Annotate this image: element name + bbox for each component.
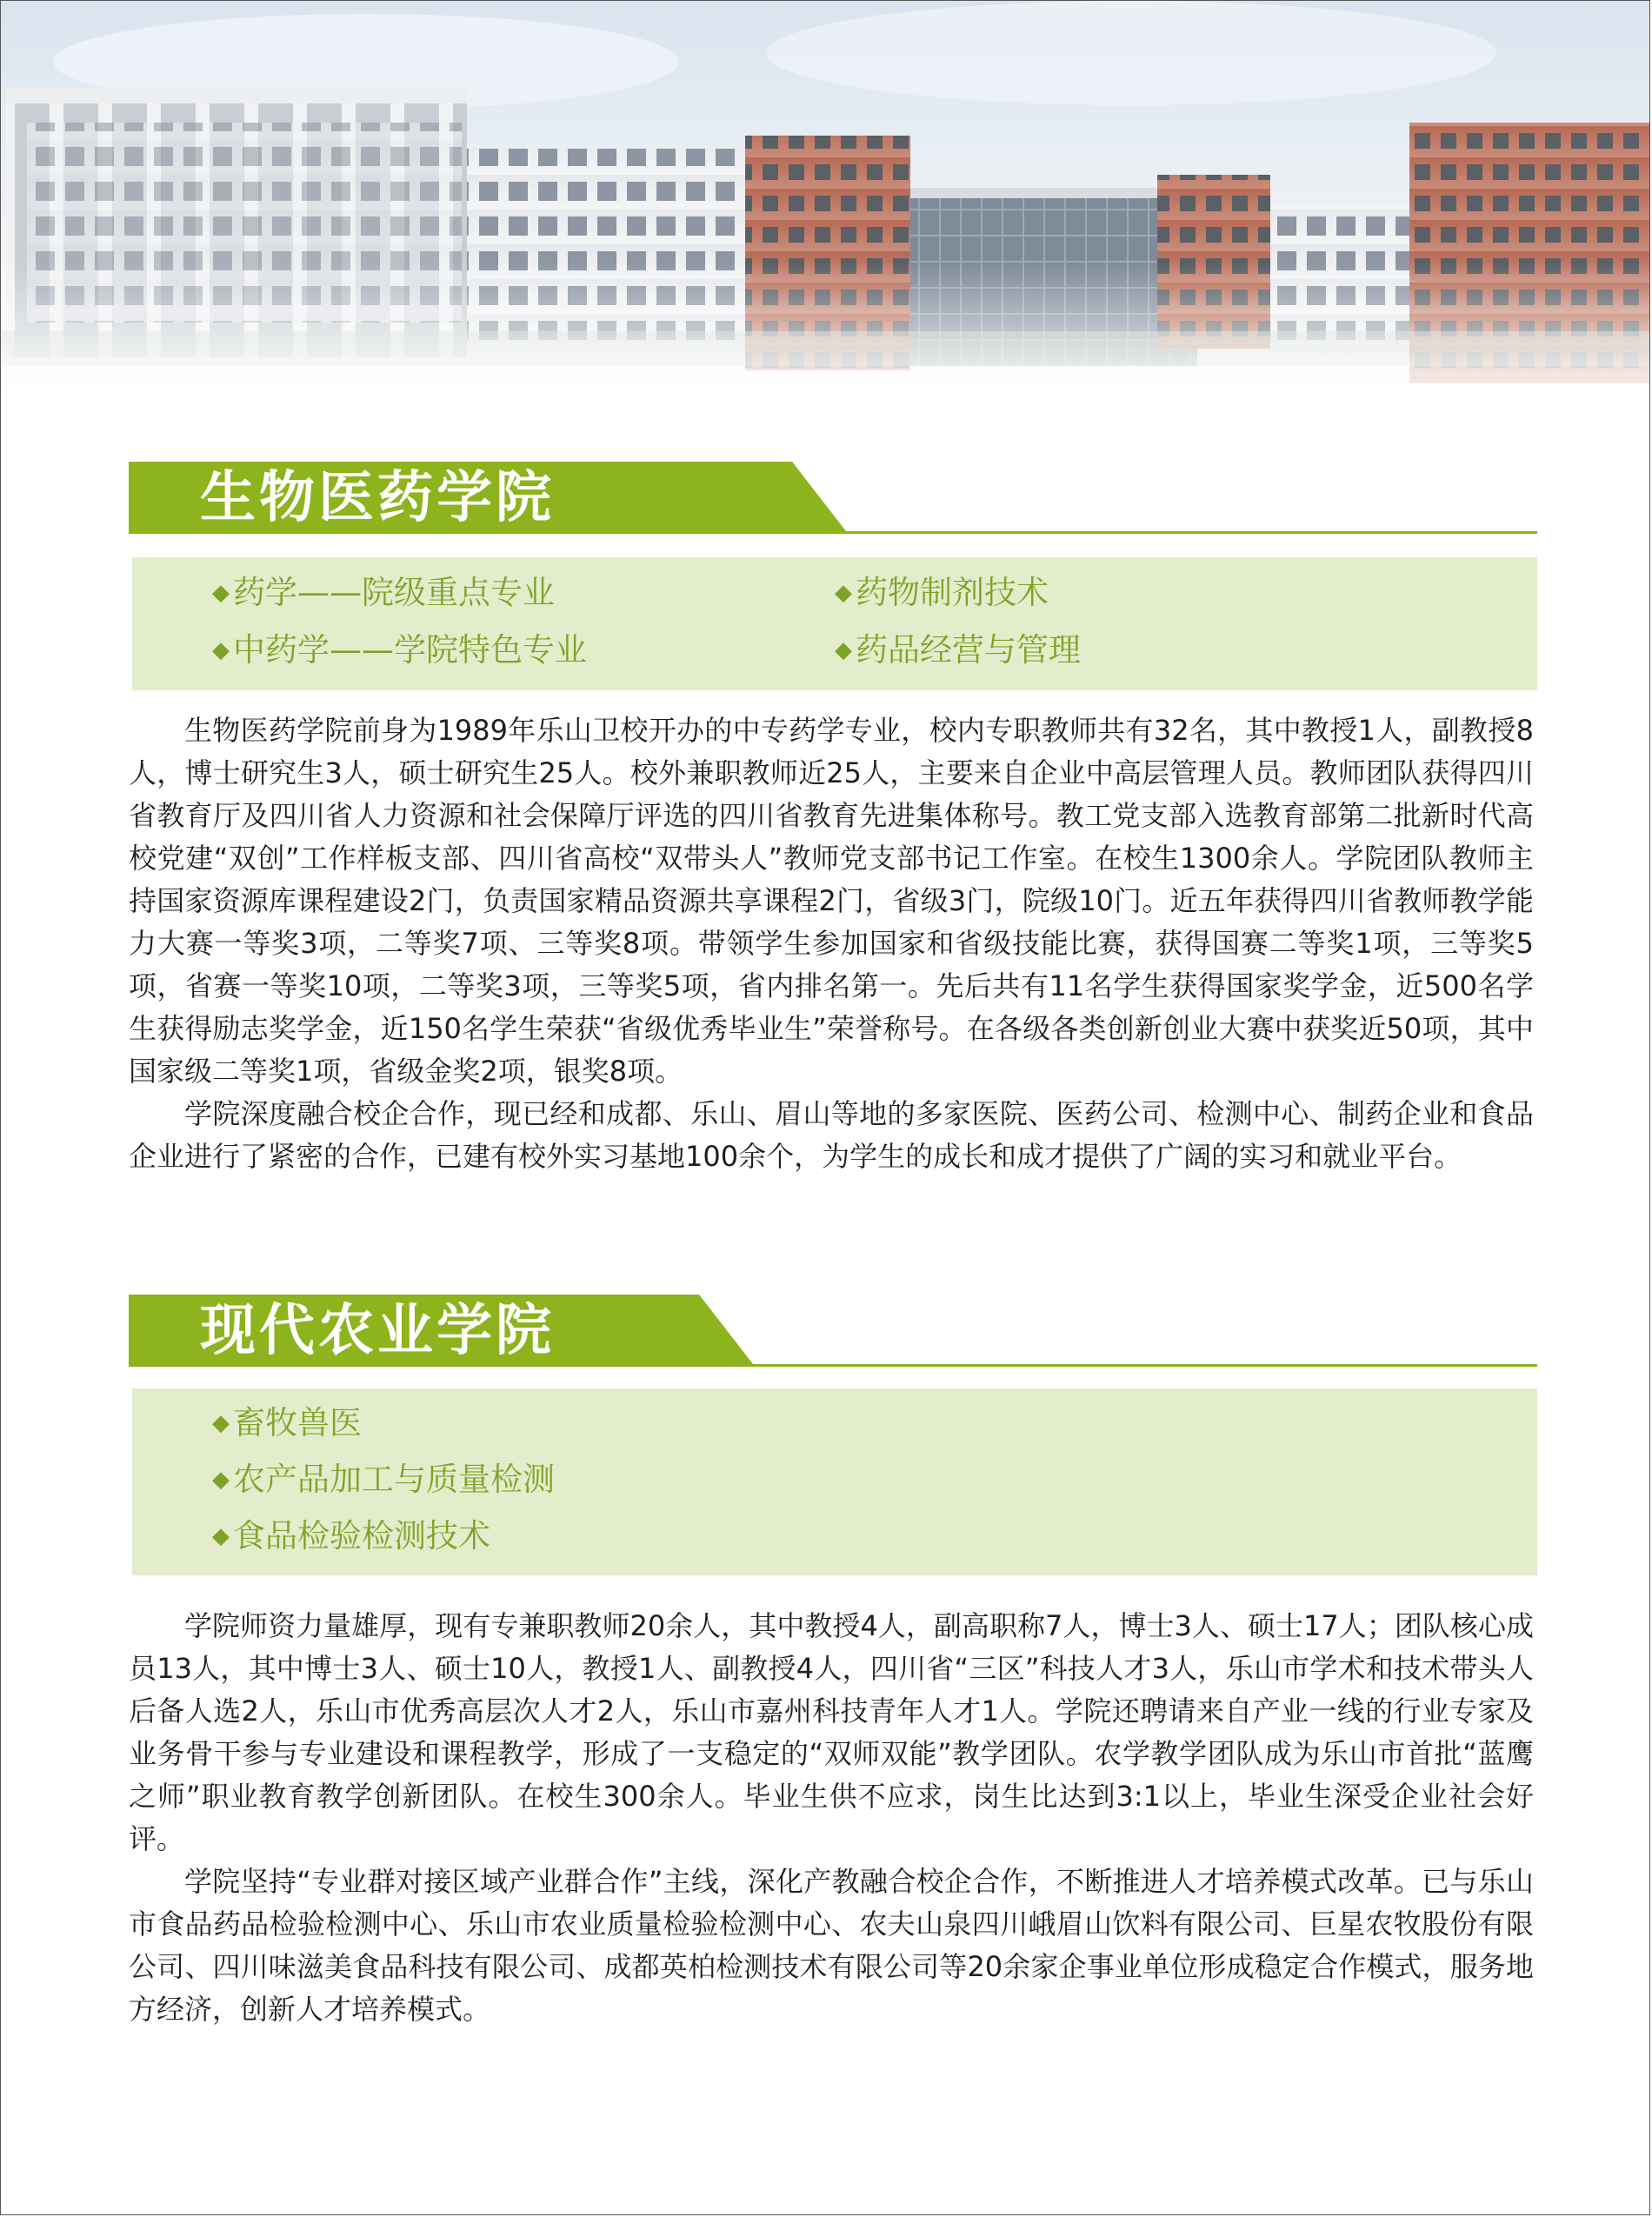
section-rule [129, 1364, 1537, 1367]
body-paragraph: 学院坚持“专业群对接区域产业群合作”主线，深化产教融合校企合作，不断推进人才培养模式改革。已与乐山市食品药品检验检测中心、乐山市农业质量检验检测中心、农夫山泉四川峨眉山饮料有限公司、巨星农牧股份有限公司、四川味滋美食品科技有限公司、成都英柏检测技术有限公司等20余家企事业单位形成稳定合作模式，服务地方经济，创新人才培养模式。 [129, 1865, 1534, 2026]
body-paragraph: 生物医药学院前身为1989年乐山卫校开办的中专药学专业，校内专职教师共有32名，其中教授1人，副教授8人，博士研究生3人，硕士研究生25人。校外兼职教师近25人，主要来自企业中高层管理人员。教师团队获得四川省教育厅及四川省人力资源和社会保障厅评选的四川省教育先进集体称号。教工党支部入选教育部第二批新时代高校党建“双创”工作样板支部、四川省高校“双带头人”教师党支部书记工作室。在校生1300余人。学院团队教师主持国家资源库课程建设2门，负责国家精品资源共享课程2门，省级3门，院级10门。近五年获得四川省教师教学能力大赛一等奖3项，二等奖7项、三等奖8项。带领学生参加国家和省级技能比赛，获得国赛二等奖1项，三等奖5项，省赛一等奖10项，二等奖3项，三等奖5项，省内排名第一。先后共有11名学生获得国家奖学金，近500名学生获得励志奖学金，近150名学生荣获“省级优秀毕业生”荣誉称号。在各级各类创新创业大赛中获奖近50项，其中国家级二等奖1项，省级金奖2项，银奖8项。 [129, 714, 1534, 1088]
section-header-agri [129, 1295, 1537, 1368]
major-item [212, 1458, 555, 1501]
diamond-bullet-icon: ◆ [212, 1410, 230, 1436]
diamond-bullet-icon: ◆ [212, 1467, 230, 1493]
section-title: 生物医药学院 [200, 466, 555, 530]
banner-fade-overlay [1, 262, 1649, 436]
section-title: 现代农业学院 [200, 1299, 555, 1363]
diamond-bullet-icon: ◆ [835, 637, 852, 663]
section-header-bio [129, 462, 1537, 535]
major-item [212, 1401, 362, 1445]
major-item [212, 1515, 490, 1558]
major-item [835, 571, 1049, 615]
section-rule [129, 531, 1537, 534]
section-body-agri [129, 1605, 1534, 2031]
body-paragraph: 学院师资力量雄厚，现有专兼职教师20余人，其中教授4人，副高职称7人，博士3人、硕士17人；团队核心成员13人，其中博士3人、硕士10人，教授1人、副教授4人，四川省“三区”科技人才3人，乐山市学术和技术带头人后备人选2人，乐山市优秀高层次人才2人，乐山市嘉州科技青年人才1人。学院还聘请来自产业一线的行业专家及业务骨干参与专业建设和课程教学，形成了一支稳定的“双师双能”教学团队。农学教学团队成为乐山市首批“蓝鹰之师”职业教育教学创新团队。在校生300余人。毕业生供不应求，岗生比达到3:1以上，毕业生深受企业社会好评。 [129, 1609, 1534, 1855]
major-label: 药品经营与管理 [856, 631, 1081, 669]
major-item [835, 629, 1081, 672]
diamond-bullet-icon: ◆ [835, 580, 852, 606]
major-label: 食品检验检测技术 [233, 1517, 490, 1555]
diamond-bullet-icon: ◆ [212, 580, 230, 606]
diamond-bullet-icon: ◆ [212, 637, 230, 663]
major-item [212, 629, 587, 672]
major-label: 药学——院级重点专业 [233, 574, 555, 611]
majors-box-bio [132, 557, 1537, 690]
major-item [212, 571, 555, 615]
body-paragraph: 学院深度融合校企合作，现已经和成都、乐山、眉山等地的多家医院、医药公司、检测中心、制药企业和食品企业进行了紧密的合作，已建有校外实习基地100余个，为学生的成长和成才提供了广阔的实习和就业平台。 [129, 1097, 1534, 1173]
major-label: 畜牧兽医 [233, 1404, 362, 1441]
major-label: 药物制剂技术 [856, 574, 1049, 611]
section-body-bio [129, 709, 1534, 1178]
campus-banner-photo [1, 1, 1649, 436]
diamond-bullet-icon: ◆ [212, 1523, 230, 1549]
major-label: 农产品加工与质量检测 [233, 1461, 555, 1498]
major-label: 中药学——学院特色专业 [233, 631, 587, 669]
majors-box-agri [132, 1388, 1537, 1575]
